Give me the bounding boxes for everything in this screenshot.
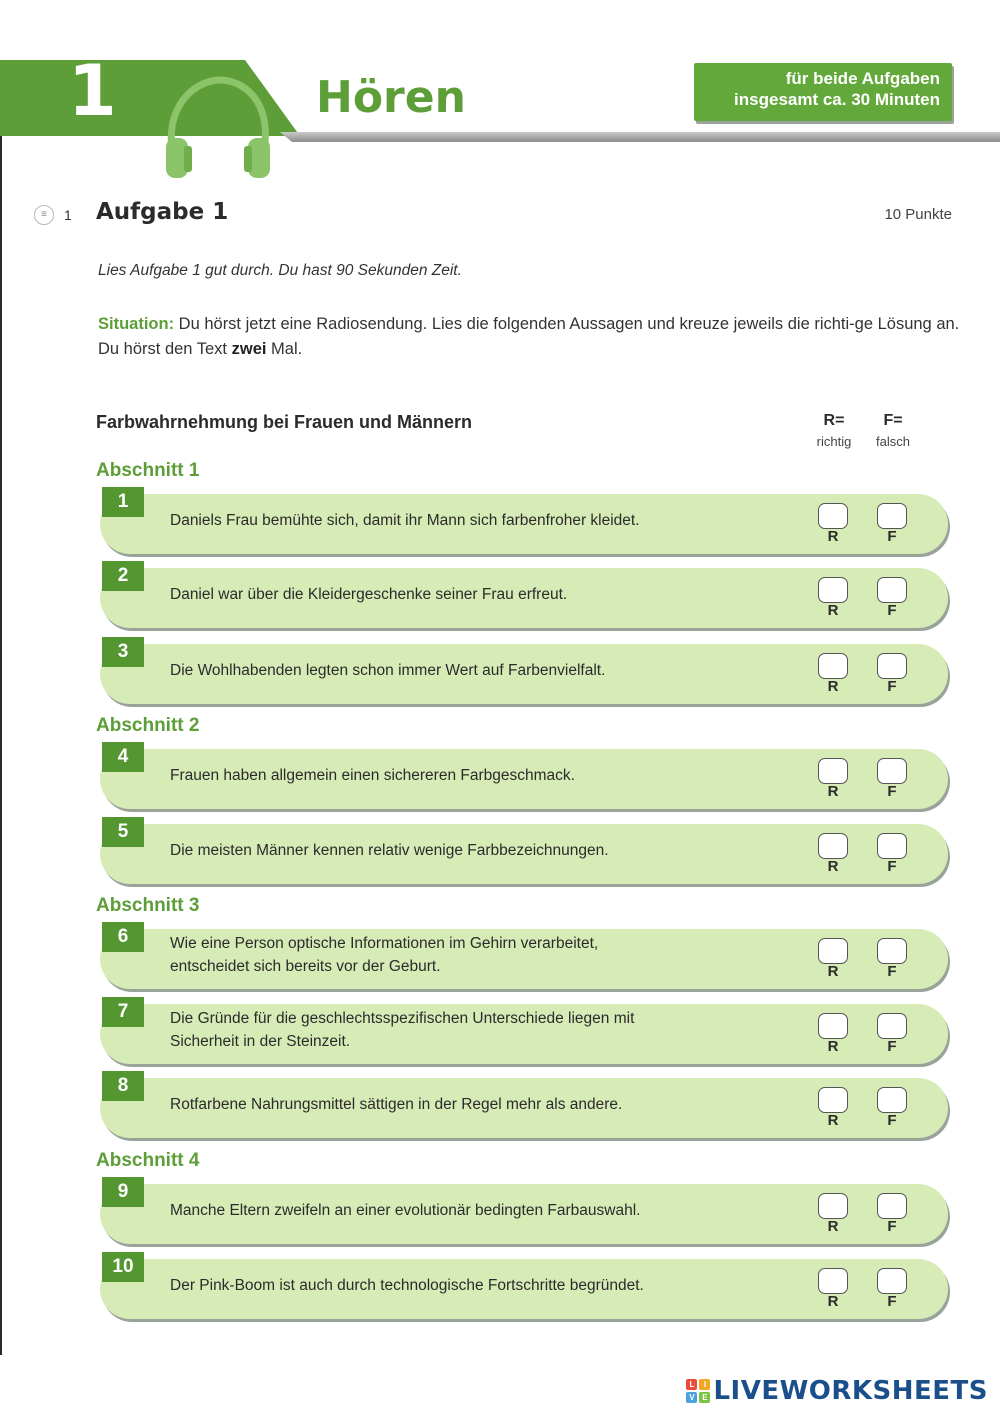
brand-name: LIVEWORKSHEETS xyxy=(713,1376,988,1406)
answer-label-r: R xyxy=(827,1293,839,1310)
question-row-9 xyxy=(100,1181,948,1244)
chapter-number: 1 xyxy=(68,50,117,132)
answer-label-r: R xyxy=(827,602,839,619)
question-text: Der Pink-Boom ist auch durch technologische Fortschritte begründet. xyxy=(170,1276,644,1294)
answer-checkbox-f[interactable] xyxy=(877,1087,907,1113)
question-row-8 xyxy=(100,1075,948,1138)
question-row-2 xyxy=(100,565,948,628)
answer-checkbox-r[interactable] xyxy=(818,758,848,784)
task-title: Aufgabe 1 xyxy=(96,199,229,225)
liveworksheets-brand[interactable] xyxy=(686,1374,988,1408)
question-number: 8 xyxy=(102,1071,144,1101)
question-row-10 xyxy=(100,1256,948,1319)
answer-checkbox-r[interactable] xyxy=(818,653,848,679)
question-text-line2: entscheidet sich bereits vor der Geburt. xyxy=(170,958,441,975)
section-title-1: Abschnitt 1 xyxy=(96,460,200,481)
question-row-6 xyxy=(100,926,948,989)
question-number: 10 xyxy=(102,1252,144,1282)
question-row-4 xyxy=(100,746,948,809)
answer-checkbox-f[interactable] xyxy=(877,577,907,603)
question-text: Rotfarbene Nahrungsmittel sättigen in der Regel mehr als andere. xyxy=(170,1095,623,1113)
answer-label-f: F xyxy=(887,1112,897,1129)
task-points: 10 Punkte xyxy=(884,206,952,223)
question-number: 3 xyxy=(102,637,144,667)
question-text-line1: Wie eine Person optische Informationen im Gehirn verarbeitet, xyxy=(170,935,599,952)
answer-label-r: R xyxy=(827,1218,839,1235)
column-r-abbr: R= xyxy=(823,412,845,429)
column-header-richtig xyxy=(806,412,862,449)
situation-emphasis: zwei xyxy=(231,340,267,358)
answer-checkbox-f[interactable] xyxy=(877,1193,907,1219)
logo-tile-v: V xyxy=(686,1392,697,1403)
logo-tile-i: I xyxy=(699,1379,710,1390)
answer-checkbox-r[interactable] xyxy=(818,1193,848,1219)
question-number: 9 xyxy=(102,1177,144,1207)
question-row-7 xyxy=(100,1001,948,1064)
situation-body-b: Mal. xyxy=(266,340,303,358)
answer-label-r: R xyxy=(827,963,839,980)
question-number: 4 xyxy=(102,742,144,772)
audio-icon[interactable]: ≡ xyxy=(34,205,54,225)
time-badge-line1: für beide Aufgaben xyxy=(785,69,940,88)
answer-label-r: R xyxy=(827,783,839,800)
question-text: Frauen haben allgemein einen sichereren Farbgeschmack. xyxy=(170,766,575,784)
situation-body-a: Du hörst jetzt eine Radiosendung. Lies die folgenden Aussagen und kreuze jeweils die richti-ge Lösung an. Du hörst den Text xyxy=(98,315,960,358)
header-rule xyxy=(280,132,1000,142)
liveworksheets-logo-icon xyxy=(686,1379,710,1403)
answer-label-f: F xyxy=(887,1293,897,1310)
answer-checkbox-f[interactable] xyxy=(877,758,907,784)
answer-checkbox-r[interactable] xyxy=(818,833,848,859)
answer-label-f: F xyxy=(887,1038,897,1055)
answer-checkbox-f[interactable] xyxy=(877,503,907,529)
question-text: Manche Eltern zweifeln an einer evolutionär bedingten Farbauswahl. xyxy=(170,1201,641,1219)
answer-checkbox-f[interactable] xyxy=(877,833,907,859)
page-title: Hören xyxy=(316,72,466,123)
headphones-icon xyxy=(158,72,278,182)
answer-checkbox-f[interactable] xyxy=(877,938,907,964)
answer-label-f: F xyxy=(887,528,897,545)
question-row-1 xyxy=(100,491,948,554)
question-number: 2 xyxy=(102,561,144,591)
column-header-falsch xyxy=(865,412,921,449)
question-number: 5 xyxy=(102,817,144,847)
answer-label-f: F xyxy=(887,783,897,800)
question-text-line1: Die Gründe für die geschlechtsspezifischen Unterschiede liegen mit xyxy=(170,1010,635,1027)
answer-checkbox-r[interactable] xyxy=(818,503,848,529)
question-number: 6 xyxy=(102,922,144,952)
answer-label-f: F xyxy=(887,678,897,695)
question-text: Die Wohlhabenden legten schon immer Wert auf Farbenvielfalt. xyxy=(170,661,606,679)
audio-track-number: 1 xyxy=(64,207,72,223)
question-text-line2: Sicherheit in der Steinzeit. xyxy=(170,1033,351,1050)
answer-checkbox-r[interactable] xyxy=(818,577,848,603)
page-edge-rule xyxy=(0,60,2,1355)
topic-heading: Farbwahrnehmung bei Frauen und Männern xyxy=(96,412,473,432)
question-text: Daniels Frau bemühte sich, damit ihr Mann sich farbenfroher kleidet. xyxy=(170,511,640,529)
question-text xyxy=(170,1004,810,1056)
question-row-3 xyxy=(100,641,948,704)
answer-checkbox-f[interactable] xyxy=(877,1013,907,1039)
answer-checkbox-f[interactable] xyxy=(877,1268,907,1294)
question-number: 1 xyxy=(102,487,144,517)
answer-label-f: F xyxy=(887,1218,897,1235)
section-title-2: Abschnitt 2 xyxy=(96,715,200,736)
section-title-3: Abschnitt 3 xyxy=(96,895,200,916)
answer-label-r: R xyxy=(827,1038,839,1055)
answer-checkbox-r[interactable] xyxy=(818,1087,848,1113)
answer-checkbox-r[interactable] xyxy=(818,1268,848,1294)
question-text: Daniel war über die Kleidergeschenke seiner Frau erfreut. xyxy=(170,585,568,603)
answer-label-r: R xyxy=(827,858,839,875)
question-text xyxy=(170,929,810,981)
answer-label-f: F xyxy=(887,858,897,875)
answer-label-r: R xyxy=(827,678,839,695)
column-f-abbr: F= xyxy=(883,412,903,429)
question-row-5 xyxy=(100,821,948,884)
situation-label: Situation: xyxy=(98,315,175,333)
time-badge xyxy=(694,63,952,121)
question-text: Die meisten Männer kennen relativ wenige Farbbezeichnungen. xyxy=(170,841,609,859)
section-title-4: Abschnitt 4 xyxy=(96,1150,200,1171)
task-instruction: Lies Aufgabe 1 gut durch. Du hast 90 Sekunden Zeit. xyxy=(98,262,462,279)
answer-label-f: F xyxy=(887,963,897,980)
logo-tile-e: E xyxy=(699,1392,710,1403)
column-f-label: falsch xyxy=(876,434,910,449)
logo-tile-l: L xyxy=(686,1379,697,1390)
situation-text xyxy=(98,312,960,362)
question-number: 7 xyxy=(102,997,144,1027)
column-r-label: richtig xyxy=(816,434,852,449)
answer-checkbox-f[interactable] xyxy=(877,653,907,679)
answer-label-f: F xyxy=(887,602,897,619)
time-badge-line2: insgesamt ca. 30 Minuten xyxy=(734,90,940,109)
answer-checkbox-r[interactable] xyxy=(818,1013,848,1039)
answer-checkbox-r[interactable] xyxy=(818,938,848,964)
answer-label-r: R xyxy=(827,528,839,545)
answer-label-r: R xyxy=(827,1112,839,1129)
